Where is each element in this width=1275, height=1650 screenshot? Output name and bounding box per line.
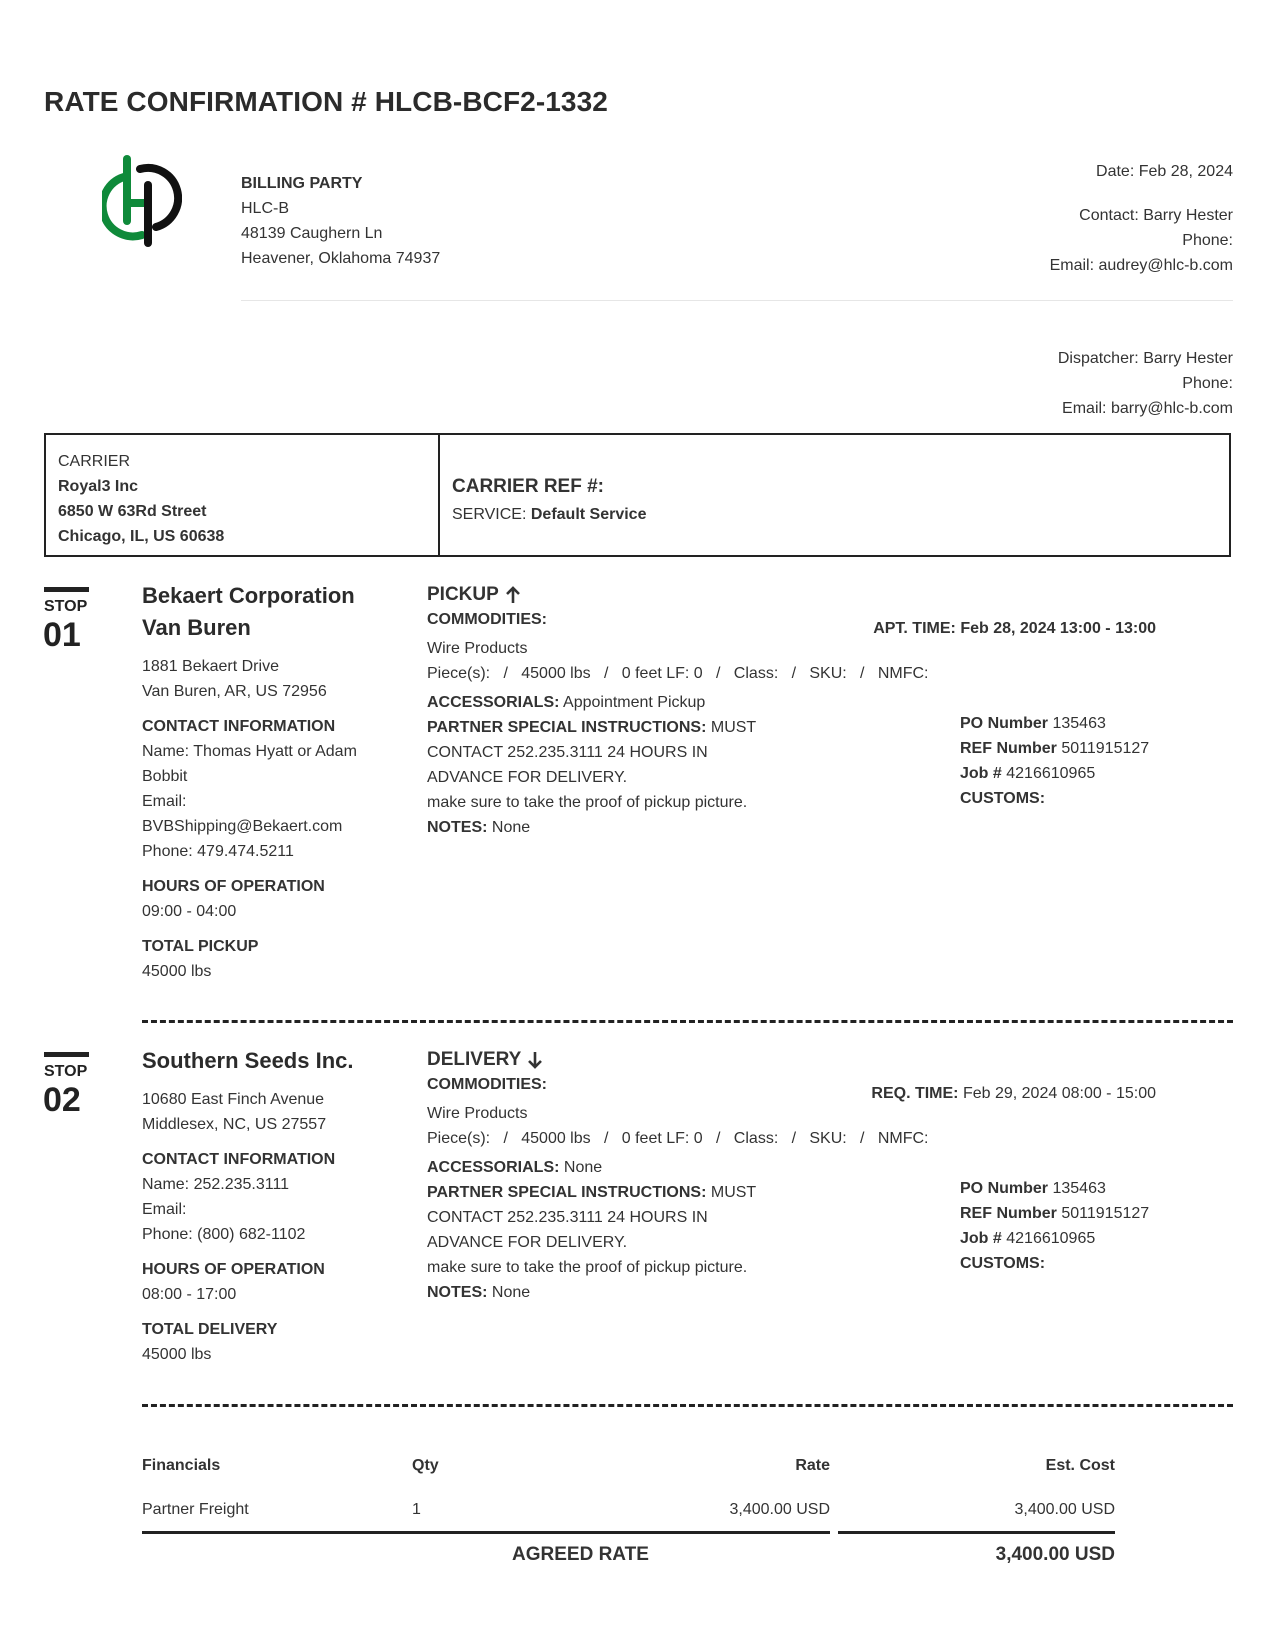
stop-2-time-value: Feb 29, 2024 08:00 - 15:00 bbox=[962, 1085, 1156, 1102]
stop-2-details bbox=[142, 1045, 397, 1367]
stop-1-accessorials: Appointment Pickup bbox=[563, 694, 706, 711]
carrier-service bbox=[452, 501, 646, 529]
est-cost-header: Est. Cost bbox=[1045, 1457, 1115, 1474]
agreed-rate-label: AGREED RATE bbox=[512, 1544, 649, 1565]
stop-1-references bbox=[960, 711, 1149, 811]
arrow-up-icon bbox=[505, 586, 521, 604]
stop-2-time bbox=[871, 1081, 1156, 1106]
stop-2-company-line1: Southern Seeds Inc. bbox=[142, 1048, 354, 1073]
dispatcher-email: Email: barry@hlc-b.com bbox=[1062, 400, 1233, 417]
stop-1-company-line1: Bekaert Corporation bbox=[142, 583, 355, 608]
stop-1-notes: None bbox=[491, 819, 531, 836]
stop-1-customs-label: CUSTOMS: bbox=[960, 790, 1046, 807]
stop-2-customs-label: CUSTOMS: bbox=[960, 1255, 1046, 1272]
hlc-logo bbox=[102, 155, 182, 249]
financial-rule-1 bbox=[142, 1531, 400, 1534]
stop-2-email-label: Email: bbox=[142, 1201, 187, 1218]
stop-1-total: 45000 lbs bbox=[142, 963, 212, 980]
billing-label: BILLING PARTY bbox=[241, 175, 363, 192]
stop-1-email-label: Email: bbox=[142, 793, 187, 810]
carrier-address2: Chicago, IL, US 60638 bbox=[58, 528, 225, 545]
stop-1-commodity: Wire Products bbox=[427, 640, 528, 657]
stop-2-notes-label: NOTES: bbox=[427, 1284, 488, 1301]
stop-1-notes-label: NOTES: bbox=[427, 819, 488, 836]
stop-1-accessorials-label: ACCESSORIALS: bbox=[427, 694, 560, 711]
stop-2-contact-label: CONTACT INFORMATION bbox=[142, 1151, 336, 1168]
billing-address1: 48139 Caughern Ln bbox=[241, 225, 383, 242]
stop-1-job-label: Job # bbox=[960, 765, 1002, 782]
stop-2-accessorials: None bbox=[563, 1159, 603, 1176]
stop-2-notes: None bbox=[491, 1284, 531, 1301]
qty-header: Qty bbox=[412, 1457, 439, 1474]
stop-2-ref: 5011915127 bbox=[1061, 1205, 1150, 1222]
stop-1-number: 01 bbox=[43, 616, 81, 654]
stop-2-accessorials-label: ACCESSORIALS: bbox=[427, 1159, 560, 1176]
stop-1-contact-label: CONTACT INFORMATION bbox=[142, 718, 336, 735]
stop-2-number: 02 bbox=[43, 1081, 81, 1119]
stop-1-type bbox=[427, 582, 987, 607]
document-date: Date: Feb 28, 2024 bbox=[1096, 163, 1233, 180]
stop-1-commodities-label: COMMODITIES: bbox=[427, 611, 547, 628]
stop-1-instructions-4: make sure to take the proof of pickup picture. bbox=[427, 794, 748, 811]
stop-1-address1: 1881 Bekaert Drive bbox=[142, 658, 279, 675]
stop-1-time-value: Feb 28, 2024 13:00 - 13:00 bbox=[960, 620, 1156, 637]
stop-1-hours: 09:00 - 04:00 bbox=[142, 903, 237, 920]
carrier-address1: 6850 W 63Rd Street bbox=[58, 503, 207, 520]
stop-2-instructions-3: ADVANCE FOR DELIVERY. bbox=[427, 1234, 628, 1251]
stop-2-commodity: Wire Products bbox=[427, 1105, 528, 1122]
stop-2-instructions-label: PARTNER SPECIAL INSTRUCTIONS: bbox=[427, 1184, 707, 1201]
stop-2-type-label: DELIVERY bbox=[427, 1049, 522, 1070]
stop-1-address2: Van Buren, AR, US 72956 bbox=[142, 683, 327, 700]
stop-2-phone: Phone: (800) 682-1102 bbox=[142, 1226, 306, 1243]
stop-1-po-label: PO Number bbox=[960, 715, 1049, 732]
page-title: RATE CONFIRMATION # HLCB-BCF2-1332 bbox=[44, 86, 608, 117]
contact-name: Contact: Barry Hester bbox=[1079, 207, 1233, 224]
stop-1-time bbox=[873, 616, 1156, 641]
stop-1-po: 135463 bbox=[1052, 715, 1106, 732]
stop-1-instructions-2: CONTACT 252.235.3111 24 HOURS IN bbox=[427, 744, 708, 761]
stop-1-instructions-1: MUST bbox=[710, 719, 757, 736]
stop-2-references bbox=[960, 1176, 1149, 1276]
stop-1-job: 4216610965 bbox=[1006, 765, 1096, 782]
financial-rate: 3,400.00 USD bbox=[729, 1501, 830, 1518]
carrier-label: CARRIER bbox=[58, 453, 131, 470]
stop-1-time-label: APT. TIME: bbox=[873, 620, 956, 637]
dispatcher-name: Dispatcher: Barry Hester bbox=[1057, 350, 1233, 367]
stop-1-phone: Phone: 479.474.5211 bbox=[142, 843, 294, 860]
carrier-reference bbox=[452, 473, 646, 529]
stop-2-ref-label: REF Number bbox=[960, 1205, 1057, 1222]
carrier-info bbox=[46, 435, 440, 555]
financial-qty: 1 bbox=[412, 1501, 421, 1518]
billing-name: HLC-B bbox=[241, 200, 290, 217]
stop-1-ref-label: REF Number bbox=[960, 740, 1057, 757]
stop-1-instructions-3: ADVANCE FOR DELIVERY. bbox=[427, 769, 628, 786]
financial-cost: 3,400.00 USD bbox=[1014, 1501, 1115, 1518]
rate-header: Rate bbox=[795, 1457, 830, 1474]
stop-2-bar bbox=[44, 1052, 89, 1057]
financial-rule-2 bbox=[400, 1531, 830, 1534]
stop-2-company bbox=[142, 1045, 397, 1077]
stop-2-divider bbox=[142, 1404, 1233, 1407]
stop-2-hours: 08:00 - 17:00 bbox=[142, 1286, 237, 1303]
financial-rule-3 bbox=[838, 1531, 1115, 1534]
carrier-name: Royal3 Inc bbox=[58, 478, 139, 495]
header-contact bbox=[1050, 159, 1233, 278]
stop-1-contact-name2: Bobbit bbox=[142, 768, 188, 785]
stop-2-label: STOP bbox=[44, 1063, 88, 1080]
arrow-down-icon bbox=[527, 1051, 543, 1069]
stop-2-instructions-4: make sure to take the proof of pickup picture. bbox=[427, 1259, 748, 1276]
stop-1-type-label: PICKUP bbox=[427, 584, 499, 605]
financials-header: Financials bbox=[142, 1457, 221, 1474]
stop-2-address1: 10680 East Finch Avenue bbox=[142, 1091, 325, 1108]
stop-2-commodities-label: COMMODITIES: bbox=[427, 1076, 547, 1093]
stop-1-label: STOP bbox=[44, 598, 88, 615]
stop-2-time-label: REQ. TIME: bbox=[871, 1085, 959, 1102]
stop-2-job: 4216610965 bbox=[1006, 1230, 1096, 1247]
stop-1-pieces: Piece(s): / 45000 lbs / 0 feet LF: 0 / Class: / SKU: / NMFC: bbox=[427, 665, 929, 682]
stop-2-po-label: PO Number bbox=[960, 1180, 1049, 1197]
service-label: SERVICE: bbox=[452, 506, 527, 523]
stop-1-instructions-label: PARTNER SPECIAL INSTRUCTIONS: bbox=[427, 719, 707, 736]
contact-email: Email: audrey@hlc-b.com bbox=[1049, 257, 1233, 274]
stop-2-job-label: Job # bbox=[960, 1230, 1002, 1247]
stop-1-details bbox=[142, 580, 397, 984]
stop-2-pieces: Piece(s): / 45000 lbs / 0 feet LF: 0 / Class: / SKU: / NMFC: bbox=[427, 1130, 929, 1147]
stop-1-ref: 5011915127 bbox=[1061, 740, 1150, 757]
stop-2-total: 45000 lbs bbox=[142, 1346, 212, 1363]
stop-2-type bbox=[427, 1047, 987, 1072]
stop-2-total-label: TOTAL DELIVERY bbox=[142, 1321, 278, 1338]
stop-1-bar bbox=[44, 587, 89, 592]
stop-2-po: 135463 bbox=[1052, 1180, 1106, 1197]
agreed-rate-value: 3,400.00 USD bbox=[995, 1544, 1115, 1565]
stop-2-instructions-2: CONTACT 252.235.3111 24 HOURS IN bbox=[427, 1209, 708, 1226]
stop-1-company-line2: Van Buren bbox=[142, 615, 251, 640]
dispatcher-phone: Phone: bbox=[1182, 375, 1233, 392]
dispatcher-info bbox=[1058, 346, 1233, 421]
financial-item: Partner Freight bbox=[142, 1501, 249, 1518]
carrier-box bbox=[44, 433, 1231, 557]
stop-1-hours-label: HOURS OF OPERATION bbox=[142, 878, 325, 895]
contact-phone: Phone: bbox=[1182, 232, 1233, 249]
stop-1-total-label: TOTAL PICKUP bbox=[142, 938, 259, 955]
stop-2-address2: Middlesex, NC, US 27557 bbox=[142, 1116, 327, 1133]
service-value: Default Service bbox=[530, 506, 647, 523]
stop-1-divider bbox=[142, 1020, 1233, 1023]
stop-2-hours-label: HOURS OF OPERATION bbox=[142, 1261, 325, 1278]
stop-1-contact-name1: Name: Thomas Hyatt or Adam bbox=[142, 743, 357, 760]
stop-1-company bbox=[142, 580, 397, 644]
carrier-ref-label: CARRIER REF #: bbox=[452, 476, 605, 497]
header-divider bbox=[241, 300, 1233, 301]
stop-2-instructions-1: MUST bbox=[710, 1184, 757, 1201]
stop-1-email-value: BVBShipping@Bekaert.com bbox=[142, 818, 343, 835]
billing-party bbox=[241, 171, 440, 271]
billing-address2: Heavener, Oklahoma 74937 bbox=[241, 250, 441, 267]
stop-2-contact-name1: Name: 252.235.3111 bbox=[142, 1176, 290, 1193]
